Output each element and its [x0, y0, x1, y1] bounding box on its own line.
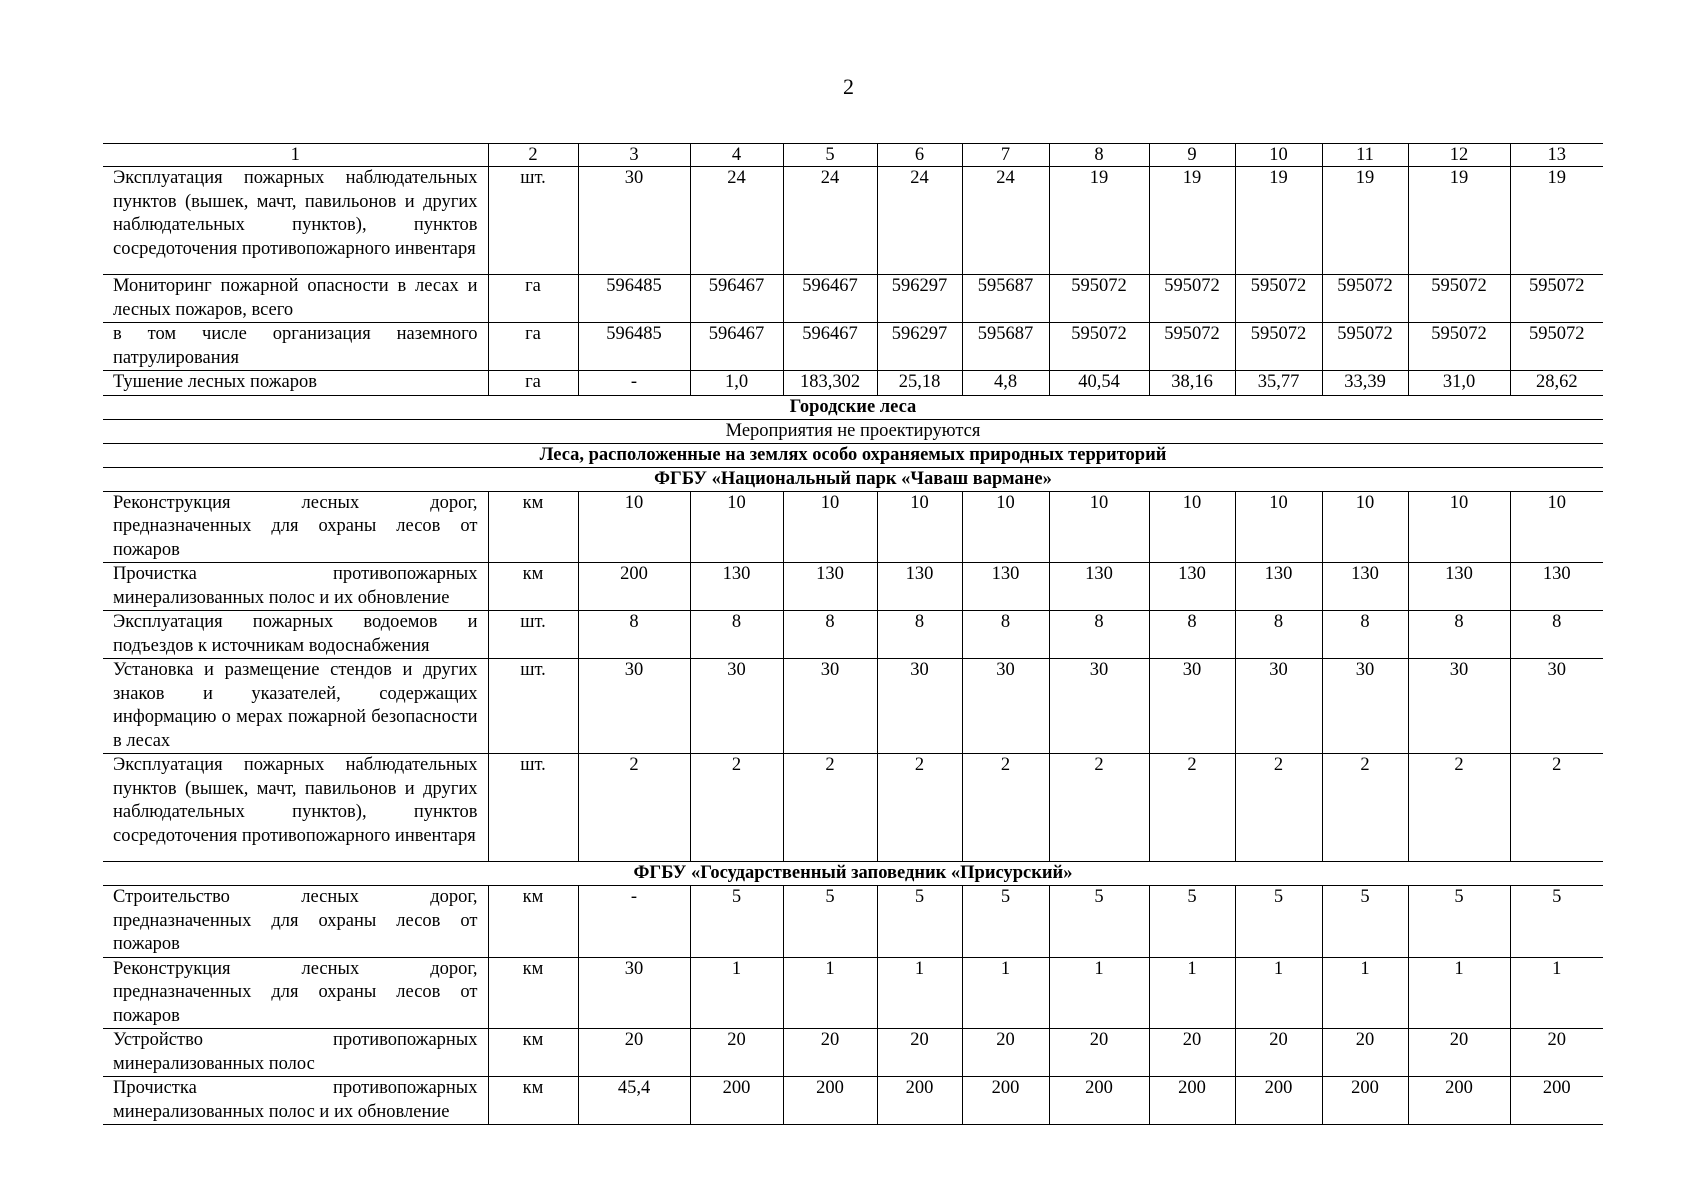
value-cell: 45,4: [578, 1077, 690, 1125]
value-cell: 20: [690, 1029, 783, 1077]
value-cell: 19: [1510, 167, 1603, 275]
value-cell: 130: [1510, 563, 1603, 611]
value-cell: 200: [1235, 1077, 1322, 1125]
value-cell: 130: [1149, 563, 1235, 611]
value-cell: 2: [1408, 754, 1510, 862]
value-cell: 130: [1408, 563, 1510, 611]
table-row: [103, 754, 1603, 862]
value-cell: 1,0: [690, 371, 783, 396]
value-cell: 20: [1149, 1029, 1235, 1077]
value-cell: 30: [877, 659, 962, 754]
value-cell: 10: [578, 491, 690, 563]
value-cell: 130: [877, 563, 962, 611]
unit-cell: км: [488, 491, 578, 563]
header-cell: 4: [690, 144, 783, 167]
value-cell: 20: [1049, 1029, 1149, 1077]
value-cell: 2: [578, 754, 690, 862]
measure-name-cell: Устройство противопожарных минерализованных полос: [103, 1029, 488, 1077]
header-cell: 2: [488, 144, 578, 167]
value-cell: 10: [690, 491, 783, 563]
value-cell: 8: [1149, 611, 1235, 659]
value-cell: 10: [1322, 491, 1408, 563]
value-cell: 596297: [877, 275, 962, 323]
value-cell: 5: [1049, 886, 1149, 958]
measure-name-cell: Эксплуатация пожарных наблюдательных пунктов (вышек, мачт, павильонов и других наблюдательных пунктов), пунктов сосредоточения противопожарного инвентаря: [103, 167, 488, 275]
header-cell: 9: [1149, 144, 1235, 167]
table-row: [103, 886, 1603, 958]
value-cell: 596467: [783, 275, 877, 323]
value-cell: 5: [962, 886, 1049, 958]
unit-cell: шт.: [488, 167, 578, 275]
header-cell: 12: [1408, 144, 1510, 167]
value-cell: 2: [1510, 754, 1603, 862]
value-cell: 595072: [1235, 275, 1322, 323]
section-heading-text: Мероприятия не проектируются: [103, 419, 1603, 443]
value-cell: 24: [962, 167, 1049, 275]
measure-name-cell: Установка и размещение стендов и других знаков и указателей, содержащих информацию о мерах пожарной безопасности в лесах: [103, 659, 488, 754]
value-cell: 1: [1408, 957, 1510, 1029]
unit-cell: шт.: [488, 611, 578, 659]
value-cell: 5: [1149, 886, 1235, 958]
section-heading-text: Леса, расположенные на землях особо охраняемых природных территорий: [103, 443, 1603, 467]
value-cell: 10: [1408, 491, 1510, 563]
header-cell: 7: [962, 144, 1049, 167]
value-cell: 5: [1510, 886, 1603, 958]
value-cell: 30: [578, 957, 690, 1029]
value-cell: 596297: [877, 323, 962, 371]
value-cell: 8: [962, 611, 1049, 659]
value-cell: 1: [877, 957, 962, 1029]
value-cell: 20: [783, 1029, 877, 1077]
table-row: [103, 659, 1603, 754]
value-cell: 595072: [1408, 323, 1510, 371]
value-cell: 595687: [962, 323, 1049, 371]
table-row: [103, 371, 1603, 396]
value-cell: 5: [690, 886, 783, 958]
value-cell: 30: [1408, 659, 1510, 754]
value-cell: 8: [1235, 611, 1322, 659]
value-cell: 596485: [578, 323, 690, 371]
section-heading: [103, 419, 1603, 443]
value-cell: 10: [1510, 491, 1603, 563]
value-cell: 200: [1408, 1077, 1510, 1125]
unit-cell: шт.: [488, 659, 578, 754]
value-cell: 30: [690, 659, 783, 754]
unit-cell: км: [488, 886, 578, 958]
value-cell: 595072: [1408, 275, 1510, 323]
value-cell: 40,54: [1049, 371, 1149, 396]
measure-name-cell: Мониторинг пожарной опасности в лесах и лесных пожаров, всего: [103, 275, 488, 323]
measure-name-cell: Эксплуатация пожарных водоемов и подъездов к источникам водоснабжения: [103, 611, 488, 659]
section-heading: [103, 467, 1603, 491]
value-cell: 28,62: [1510, 371, 1603, 396]
value-cell: 595072: [1322, 275, 1408, 323]
header-cell: 6: [877, 144, 962, 167]
value-cell: 2: [783, 754, 877, 862]
value-cell: 596485: [578, 275, 690, 323]
table-row: [103, 275, 1603, 323]
value-cell: 200: [1322, 1077, 1408, 1125]
value-cell: 595072: [1149, 275, 1235, 323]
value-cell: 595072: [1510, 275, 1603, 323]
value-cell: 30: [1149, 659, 1235, 754]
value-cell: 30: [1049, 659, 1149, 754]
value-cell: 1: [1510, 957, 1603, 1029]
value-cell: 595072: [1049, 323, 1149, 371]
unit-cell: шт.: [488, 754, 578, 862]
value-cell: 24: [690, 167, 783, 275]
value-cell: 30: [1510, 659, 1603, 754]
value-cell: 595072: [1049, 275, 1149, 323]
value-cell: 19: [1149, 167, 1235, 275]
value-cell: 20: [578, 1029, 690, 1077]
unit-cell: га: [488, 323, 578, 371]
value-cell: 1: [1049, 957, 1149, 1029]
value-cell: 5: [877, 886, 962, 958]
value-cell: 30: [783, 659, 877, 754]
value-cell: 596467: [690, 323, 783, 371]
value-cell: 200: [578, 563, 690, 611]
value-cell: 20: [1235, 1029, 1322, 1077]
unit-cell: га: [488, 275, 578, 323]
measure-name-cell: Строительство лесных дорог, предназначенных для охраны лесов от пожаров: [103, 886, 488, 958]
value-cell: 595072: [1235, 323, 1322, 371]
measure-name-cell: в том числе организация наземного патрулирования: [103, 323, 488, 371]
value-cell: 2: [877, 754, 962, 862]
section-heading: [103, 395, 1603, 419]
header-cell: 10: [1235, 144, 1322, 167]
value-cell: 596467: [783, 323, 877, 371]
value-cell: 8: [877, 611, 962, 659]
value-cell: 1: [962, 957, 1049, 1029]
table-row: [103, 167, 1603, 275]
value-cell: 1: [1322, 957, 1408, 1029]
value-cell: 596467: [690, 275, 783, 323]
value-cell: 8: [690, 611, 783, 659]
value-cell: 20: [1322, 1029, 1408, 1077]
table-row: [103, 1029, 1603, 1077]
value-cell: 24: [783, 167, 877, 275]
value-cell: 25,18: [877, 371, 962, 396]
value-cell: -: [578, 371, 690, 396]
value-cell: 30: [1235, 659, 1322, 754]
measure-name-cell: Тушение лесных пожаров: [103, 371, 488, 396]
value-cell: 8: [1049, 611, 1149, 659]
value-cell: 10: [1149, 491, 1235, 563]
unit-cell: км: [488, 563, 578, 611]
value-cell: 30: [578, 659, 690, 754]
table-row: [103, 491, 1603, 563]
value-cell: 5: [1322, 886, 1408, 958]
value-cell: 30: [578, 167, 690, 275]
value-cell: 2: [1149, 754, 1235, 862]
value-cell: 5: [1235, 886, 1322, 958]
value-cell: 2: [1049, 754, 1149, 862]
value-cell: 30: [1322, 659, 1408, 754]
value-cell: 8: [783, 611, 877, 659]
value-cell: 31,0: [1408, 371, 1510, 396]
unit-cell: км: [488, 1029, 578, 1077]
value-cell: 200: [690, 1077, 783, 1125]
value-cell: 200: [1510, 1077, 1603, 1125]
value-cell: 30: [962, 659, 1049, 754]
value-cell: 4,8: [962, 371, 1049, 396]
unit-cell: га: [488, 371, 578, 396]
section-heading-text: ФГБУ «Национальный парк «Чаваш вармане»: [103, 467, 1603, 491]
table-row: [103, 957, 1603, 1029]
value-cell: 130: [1049, 563, 1149, 611]
value-cell: 200: [1149, 1077, 1235, 1125]
section-heading-text: ФГБУ «Государственный заповедник «Присурский»: [103, 862, 1603, 886]
measure-name-cell: Реконструкция лесных дорог, предназначенных для охраны лесов от пожаров: [103, 491, 488, 563]
unit-cell: км: [488, 1077, 578, 1125]
value-cell: 2: [962, 754, 1049, 862]
measure-name-cell: Эксплуатация пожарных наблюдательных пунктов (вышек, мачт, павильонов и других наблюдательных пунктов), пунктов сосредоточения противопожарного инвентаря: [103, 754, 488, 862]
value-cell: 19: [1235, 167, 1322, 275]
value-cell: 595072: [1149, 323, 1235, 371]
value-cell: 10: [1235, 491, 1322, 563]
value-cell: 33,39: [1322, 371, 1408, 396]
header-cell: 13: [1510, 144, 1603, 167]
table-body: [103, 144, 1603, 1125]
value-cell: 20: [962, 1029, 1049, 1077]
value-cell: 19: [1322, 167, 1408, 275]
table-row: [103, 323, 1603, 371]
value-cell: 8: [578, 611, 690, 659]
header-cell: 11: [1322, 144, 1408, 167]
value-cell: 20: [1510, 1029, 1603, 1077]
value-cell: 1: [783, 957, 877, 1029]
value-cell: 130: [690, 563, 783, 611]
value-cell: 200: [962, 1077, 1049, 1125]
value-cell: 19: [1049, 167, 1149, 275]
value-cell: 10: [783, 491, 877, 563]
header-cell: 3: [578, 144, 690, 167]
value-cell: 1: [1235, 957, 1322, 1029]
measure-name-cell: Прочистка противопожарных минерализованных полос и их обновление: [103, 563, 488, 611]
value-cell: 5: [783, 886, 877, 958]
measure-name-cell: Прочистка противопожарных минерализованных полос и их обновление: [103, 1077, 488, 1125]
value-cell: 595687: [962, 275, 1049, 323]
value-cell: 130: [962, 563, 1049, 611]
unit-cell: км: [488, 957, 578, 1029]
value-cell: 10: [1049, 491, 1149, 563]
value-cell: 200: [783, 1077, 877, 1125]
value-cell: 200: [877, 1077, 962, 1125]
value-cell: 2: [690, 754, 783, 862]
value-cell: 20: [1408, 1029, 1510, 1077]
value-cell: 35,77: [1235, 371, 1322, 396]
table-row: [103, 1077, 1603, 1125]
value-cell: 1: [690, 957, 783, 1029]
header-cell: 5: [783, 144, 877, 167]
value-cell: 10: [962, 491, 1049, 563]
value-cell: 200: [1049, 1077, 1149, 1125]
value-cell: 595072: [1510, 323, 1603, 371]
value-cell: 8: [1322, 611, 1408, 659]
header-cell: 8: [1049, 144, 1149, 167]
value-cell: 24: [877, 167, 962, 275]
value-cell: 8: [1510, 611, 1603, 659]
table-row: [103, 611, 1603, 659]
value-cell: 19: [1408, 167, 1510, 275]
value-cell: -: [578, 886, 690, 958]
value-cell: 5: [1408, 886, 1510, 958]
value-cell: 2: [1322, 754, 1408, 862]
value-cell: 10: [877, 491, 962, 563]
value-cell: 183,302: [783, 371, 877, 396]
value-cell: 38,16: [1149, 371, 1235, 396]
measure-name-cell: Реконструкция лесных дорог, предназначенных для охраны лесов от пожаров: [103, 957, 488, 1029]
section-heading: [103, 862, 1603, 886]
value-cell: 130: [1235, 563, 1322, 611]
page-number: 2: [843, 74, 854, 99]
value-cell: 2: [1235, 754, 1322, 862]
header-cell: 1: [103, 144, 488, 167]
fire-protection-table: [103, 143, 1603, 1125]
section-heading-text: Городские леса: [103, 395, 1603, 419]
value-cell: 130: [1322, 563, 1408, 611]
section-heading: [103, 443, 1603, 467]
column-number-header: [103, 144, 1603, 167]
value-cell: 1: [1149, 957, 1235, 1029]
table-row: [103, 563, 1603, 611]
value-cell: 8: [1408, 611, 1510, 659]
value-cell: 595072: [1322, 323, 1408, 371]
value-cell: 130: [783, 563, 877, 611]
value-cell: 20: [877, 1029, 962, 1077]
